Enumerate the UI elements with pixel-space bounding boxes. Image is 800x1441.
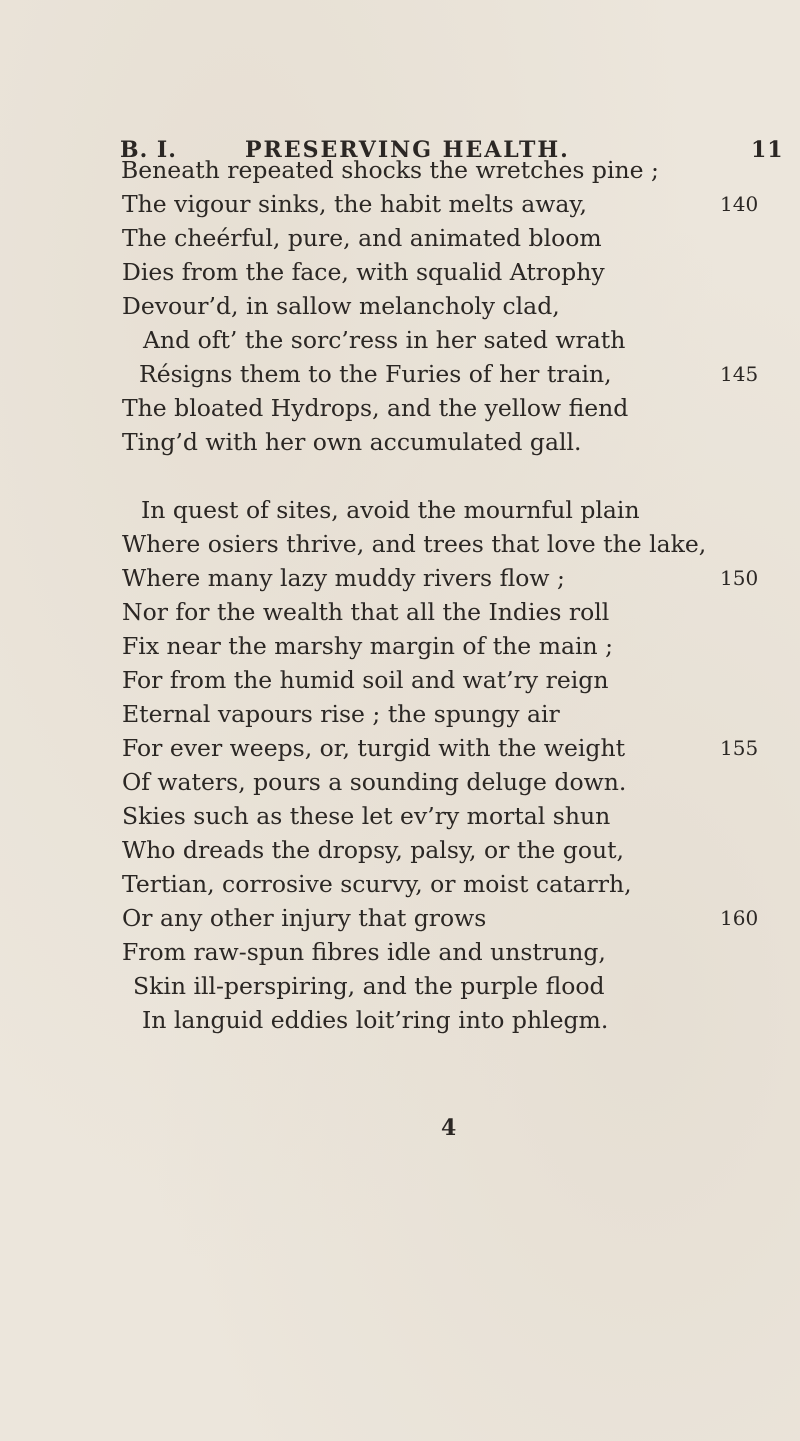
verse-line: From raw-spun fibres idle and unstrung, <box>122 938 606 966</box>
verse-line: Nor for the wealth that all the Indies roll <box>122 598 610 626</box>
verse-line: The cheérful, pure, and animated bloom <box>122 224 602 252</box>
verse-line: Where many lazy muddy rivers flow ; <box>122 564 565 592</box>
verse-line: Where osiers thrive, and trees that love the lake, <box>122 530 707 558</box>
verse-line: And oft’ the sorc’ress in her sated wrath <box>143 326 626 354</box>
verse-line: Beneath repeated shocks the wretches pine ; <box>121 156 659 184</box>
verse-line: Of waters, pours a sounding deluge down. <box>122 768 627 796</box>
verse-line: In quest of sites, avoid the mournful plain <box>141 496 640 524</box>
book-number: B. I. <box>120 137 177 163</box>
page-number: 11 <box>751 137 784 163</box>
verse-line: In languid eddies loit’ring into phlegm. <box>142 1006 609 1034</box>
verse-line: Skin ill-perspiring, and the purple flood <box>133 972 605 1000</box>
line-number: 145 <box>720 362 759 386</box>
verse-line: Dies from the face, with squalid Atrophy <box>122 258 605 286</box>
signature-mark: 4 <box>441 1115 457 1141</box>
verse-line: For ever weeps, or, turgid with the weight <box>122 734 626 762</box>
verse-line: Skies such as these let ev’ry mortal shun <box>122 802 611 830</box>
line-number: 150 <box>720 566 759 590</box>
verse-line: Résigns them to the Furies of her train, <box>139 360 612 388</box>
verse-line: Eternal vapours rise ; the spungy air <box>122 700 560 728</box>
verse-line: Devour’d, in sallow melancholy clad, <box>122 292 560 320</box>
line-number: 160 <box>720 906 759 930</box>
line-number: 140 <box>720 192 759 216</box>
verse-line: Ting’d with her own accumulated gall. <box>122 428 582 456</box>
line-number: 155 <box>720 736 759 760</box>
verse-line: The vigour sinks, the habit melts away, <box>122 190 587 218</box>
verse-line: For from the humid soil and wat’ry reign <box>122 666 609 694</box>
verse-line: Or any other injury that grows <box>122 904 487 932</box>
verse-line: Tertian, corrosive scurvy, or moist catarrh, <box>122 870 632 898</box>
verse-line: Who dreads the dropsy, palsy, or the gout, <box>122 836 625 864</box>
verse-line: The bloated Hydrops, and the yellow fiend <box>122 394 629 422</box>
verse-line: Fix near the marshy margin of the main ; <box>122 632 614 660</box>
running-title: PRESERVING HEALTH. <box>245 137 570 163</box>
